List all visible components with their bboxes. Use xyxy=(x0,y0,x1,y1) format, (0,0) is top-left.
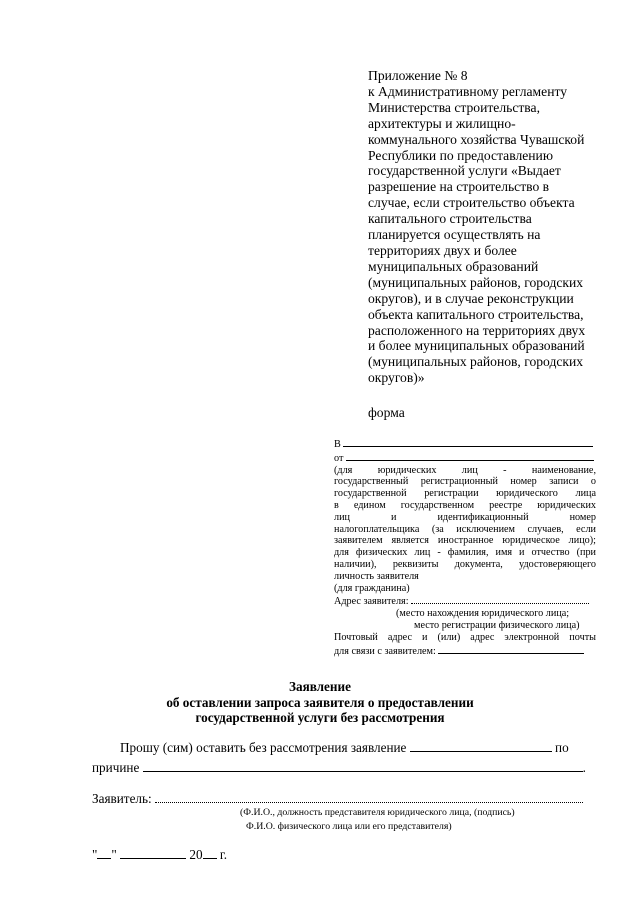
appendix-line: и более муниципальных образований xyxy=(368,338,585,354)
request-po: по xyxy=(555,740,569,755)
appendix-line: к Административному регламенту xyxy=(368,83,568,99)
from-label: от xyxy=(334,452,344,464)
applicant-hint-line: (для юридических лиц - наименование, xyxy=(334,464,596,476)
appendix-line: расположенного на территориях двух xyxy=(368,322,586,338)
appendix-line: случае, если строительство объекта xyxy=(368,195,575,211)
signature-hint-2: Ф.И.О. физического лица или его представителя) xyxy=(246,821,452,832)
title-line-1: Заявление xyxy=(289,679,351,694)
address-block xyxy=(334,437,596,657)
address-field[interactable] xyxy=(411,594,589,604)
appendix-line: коммунального хозяйства Чувашской xyxy=(368,131,585,147)
hint-tail-line: (для гражданина) xyxy=(334,582,410,594)
title-line-2: об оставлении запроса заявителя о предоставлении xyxy=(166,694,474,710)
appendix-line: Министерства строительства, xyxy=(368,99,540,115)
application-field[interactable] xyxy=(410,742,552,752)
appendix-line: разрешение на строительство в xyxy=(368,179,550,195)
applicant-hint-line: для физических лиц - фамилия, имя и отчество (при xyxy=(334,547,596,559)
form-label: форма xyxy=(368,405,405,420)
address-hint-1: (место нахождения юридического лица; xyxy=(396,608,570,620)
appendix-line: объекта капитального строительства, xyxy=(368,306,584,322)
to-line xyxy=(334,437,596,451)
postal-label-1: Почтовый адрес и (или) адрес электронной почты xyxy=(334,631,596,643)
appendix-line: Республики по предоставлению xyxy=(368,147,553,163)
title-line-3: государственной услуги без рассмотрения xyxy=(195,710,445,726)
reason-label: причине xyxy=(92,760,140,775)
appendix-header xyxy=(368,68,608,386)
request-text: Прошу (сим) оставить без рассмотрения заявление xyxy=(120,740,407,755)
date-close-quote: " xyxy=(111,847,117,862)
year-suffix: г. xyxy=(219,847,228,862)
reason-line: причине . xyxy=(92,760,586,775)
appendix-line: планируется осуществлять на xyxy=(368,227,541,243)
signature-field[interactable] xyxy=(155,793,583,803)
postal-label-2: для связи с заявителем: xyxy=(334,645,436,657)
signature-label: Заявитель: xyxy=(92,791,152,806)
month-field[interactable] xyxy=(120,849,186,859)
postal-line xyxy=(334,644,596,658)
day-field[interactable] xyxy=(97,849,111,859)
appendix-line: (муниципальных районов, городских xyxy=(368,274,584,290)
applicant-hint-line: заявителем является иностранное юридическое лицо); xyxy=(334,535,596,547)
request-line xyxy=(92,740,588,756)
applicant-hint-line: государственной регистрации юридического лица xyxy=(334,488,596,500)
address-line xyxy=(334,594,596,608)
applicant-hint-line: государственный регистрационный номер записи о xyxy=(334,476,596,488)
year-prefix: 20 xyxy=(189,847,203,862)
appendix-line: округов)» xyxy=(368,370,425,386)
signature-hint-1: (Ф.И.О., должность представителя юридического лица, (подпись) xyxy=(240,807,515,818)
appendix-line: (муниципальных районов, городских xyxy=(368,354,584,370)
hint-tail-line: личность заявителя xyxy=(334,570,419,582)
year-field[interactable] xyxy=(203,849,217,859)
applicant-hint-line: наличии), реквизиты документа, удостоверяющего xyxy=(334,558,596,570)
address-label: Адрес заявителя: xyxy=(334,596,409,608)
appendix-line: государственной услуги «Выдает xyxy=(368,163,561,179)
applicant-hint-line: лиц и идентификационный номер xyxy=(334,511,596,523)
to-field[interactable] xyxy=(343,437,593,447)
reason-field[interactable] xyxy=(143,762,583,772)
from-field[interactable] xyxy=(346,451,594,461)
appendix-line: архитектуры и жилищно- xyxy=(368,115,516,131)
appendix-line: территориях двух и более xyxy=(368,242,517,258)
to-label: В xyxy=(334,439,341,450)
appendix-line: Приложение № 8 xyxy=(368,68,468,83)
postal-field[interactable] xyxy=(438,644,584,654)
applicant-hint-tail xyxy=(334,571,596,595)
appendix-line: округов), и в случае реконструкции xyxy=(368,290,574,306)
applicant-hint-line: в едином государственном реестре юридических xyxy=(334,499,596,511)
from-line xyxy=(334,451,596,465)
date-open-quote: " xyxy=(92,847,98,862)
signature-line xyxy=(92,791,588,807)
appendix-line: капитального строительства xyxy=(368,211,532,227)
date-line xyxy=(92,847,588,863)
address-hint-2: место регистрации физического лица) xyxy=(414,619,580,631)
applicant-hint xyxy=(334,465,596,571)
document-title xyxy=(0,679,640,726)
appendix-line: муниципальных образований xyxy=(368,258,539,274)
applicant-hint-line: налогоплательщика (за исключением случаев, если xyxy=(334,523,596,535)
